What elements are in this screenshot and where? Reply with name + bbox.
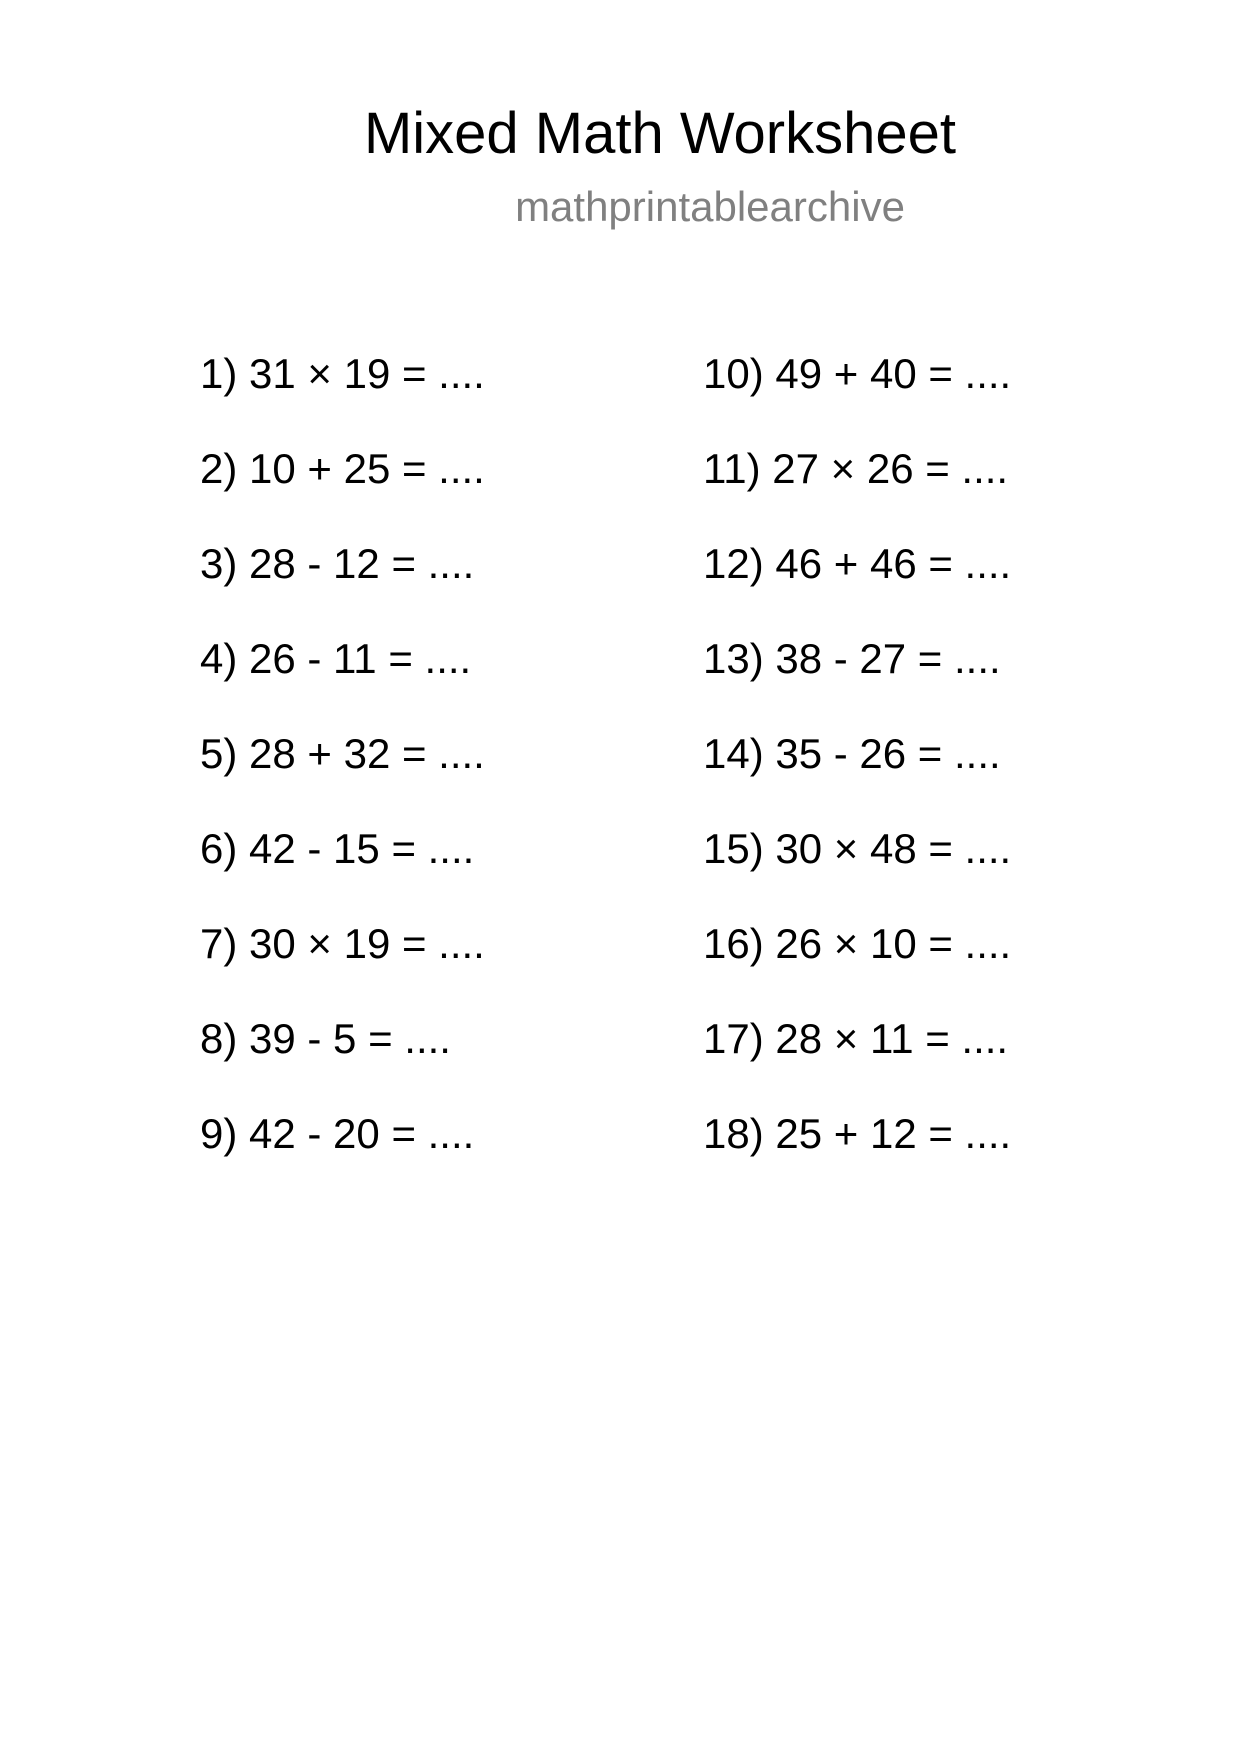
- problem-item-17: 17) 28 × 11 = ....: [703, 1015, 1009, 1062]
- problem-item-1: 1) 31 × 19 = ....: [200, 350, 485, 397]
- problem-item-18: 18) 25 + 12 = ....: [703, 1110, 1012, 1157]
- problem-item-16: 16) 26 × 10 = ....: [703, 920, 1012, 967]
- problem-item-8: 8) 39 - 5 = ....: [200, 1015, 451, 1062]
- problem-item-12: 12) 46 + 46 = ....: [703, 540, 1012, 587]
- problem-item-2: 2) 10 + 25 = ....: [200, 445, 485, 492]
- problem-item-14: 14) 35 - 26 = ....: [703, 730, 1001, 777]
- problem-item-3: 3) 28 - 12 = ....: [200, 540, 475, 587]
- problem-item-9: 9) 42 - 20 = ....: [200, 1110, 475, 1157]
- problem-item-4: 4) 26 - 11 = ....: [200, 635, 472, 682]
- problem-item-13: 13) 38 - 27 = ....: [703, 635, 1001, 682]
- page-subtitle: mathprintablearchive: [515, 183, 905, 230]
- problem-column-right: [703, 349, 1011, 1204]
- problem-item-10: 10) 49 + 40 = ....: [703, 350, 1012, 397]
- problem-item-11: 11) 27 × 26 = ....: [703, 445, 1009, 492]
- problem-column-left: [200, 349, 485, 1204]
- page-title: Mixed Math Worksheet: [363, 101, 957, 166]
- problem-item-15: 15) 30 × 48 = ....: [703, 825, 1012, 872]
- problem-item-5: 5) 28 + 32 = ....: [200, 730, 485, 777]
- problem-item-7: 7) 30 × 19 = ....: [200, 920, 485, 967]
- problem-item-6: 6) 42 - 15 = ....: [200, 825, 475, 872]
